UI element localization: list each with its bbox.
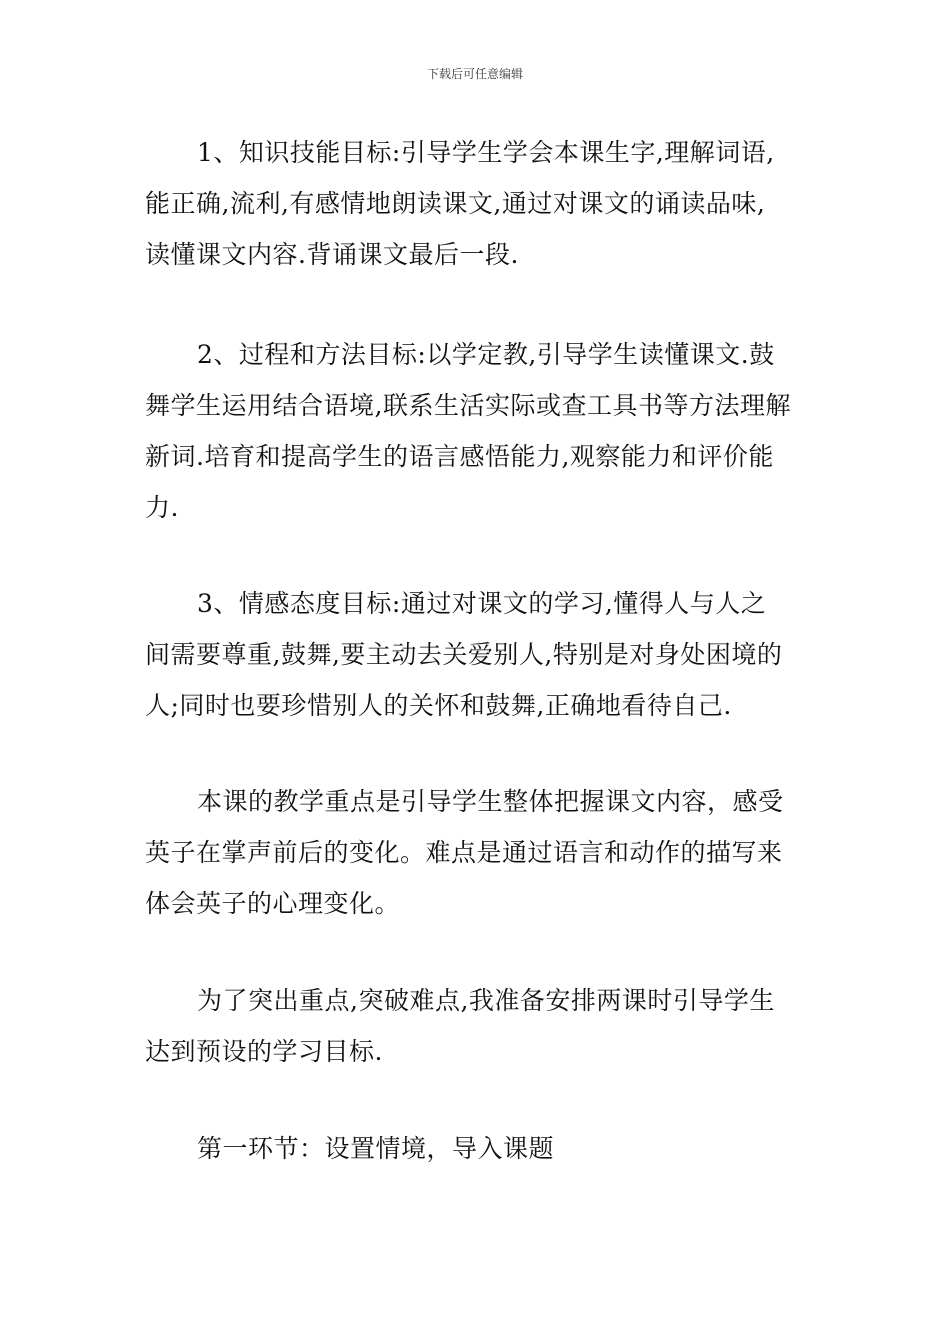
paragraph-line: 力. [145,493,179,522]
objective-knowledge-paragraph [145,127,815,280]
paragraph-line: 新词.培育和提高学生的语言感悟能力,观察能力和评价能 [145,442,774,471]
paragraph-line: 间需要尊重,鼓舞,要主动去关爱别人,特别是对身处困境的 [145,640,783,669]
paragraph-line: 1、知识技能目标:引导学生学会本课生字,理解词语, [197,138,775,167]
section-heading-paragraph [145,1123,815,1174]
page-header: 下载后可任意编辑 [426,67,523,81]
objective-process-paragraph [145,329,815,533]
paragraph-line: 2、过程和方法目标:以学定教,引导学生读懂课文.鼓 [197,340,775,369]
paragraph-line: 本课的教学重点是引导学生整体把握课文内容，感受 [197,787,784,816]
key-points-paragraph [145,776,815,929]
paragraph-line: 体会英子的心理变化。 [145,889,401,918]
paragraph-line: 能正确,流利,有感情地朗读课文,通过对课文的诵读品味, [145,189,766,218]
lesson-plan-paragraph [145,975,815,1077]
paragraph-line: 人;同时也要珍惜别人的关怀和鼓舞,正确地看待自己. [145,691,732,720]
paragraph-line: 3、情感态度目标:通过对课文的学习,懂得人与人之 [197,589,767,618]
objective-emotion-paragraph [145,578,815,731]
paragraph-line: 为了突出重点,突破难点,我准备安排两课时引导学生 [197,986,775,1015]
paragraph-line: 第一环节：设置情境，导入课题 [197,1134,555,1163]
paragraph-line: 读懂课文内容.背诵课文最后一段. [145,240,519,269]
paragraph-line: 达到预设的学习目标. [145,1037,383,1066]
paragraph-line: 英子在掌声前后的变化。难点是通过语言和动作的描写来 [145,838,783,867]
paragraph-line: 舞学生运用结合语境,联系生活实际或查工具书等方法理解 [145,391,791,420]
